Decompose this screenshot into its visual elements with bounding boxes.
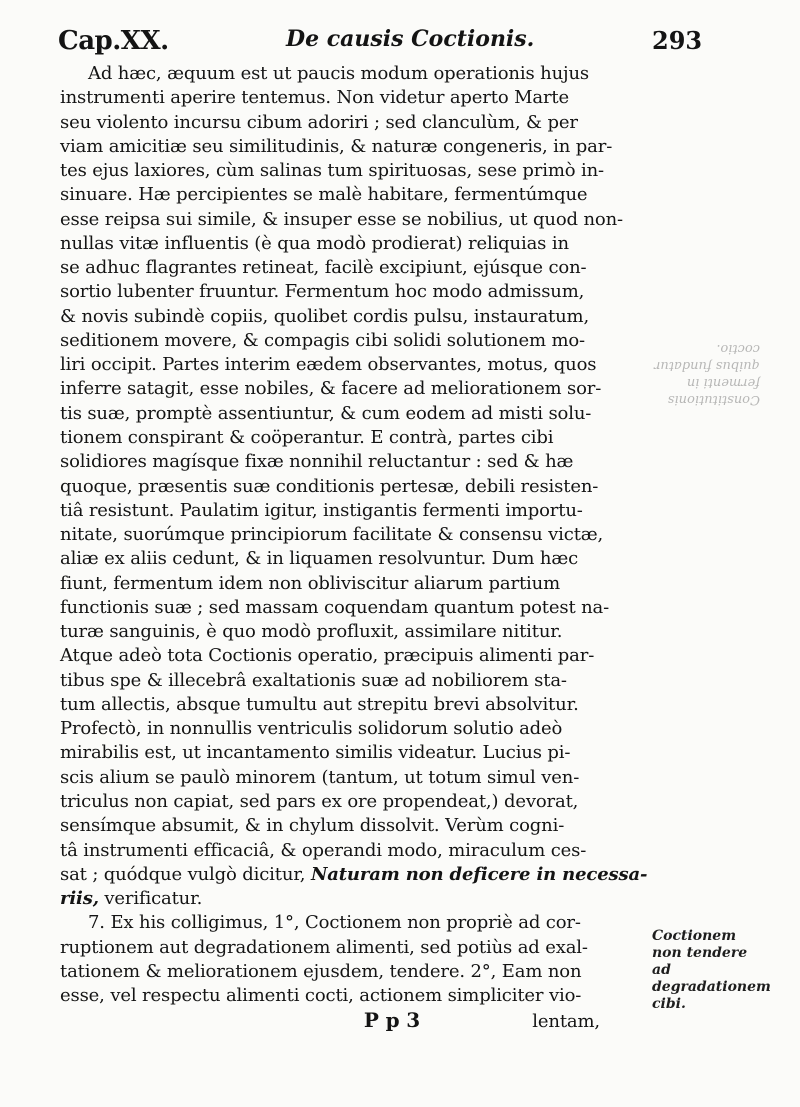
text-line: tâ instrumenti efficaciâ, & operandi modo, miraculum ces-	[60, 839, 587, 861]
text-line: sinuare. Hæ percipientes se malè habitare, fermentúmque	[60, 184, 588, 206]
text-line: nullas vitæ influentis (è qua modò prodierat) reliquias in	[60, 232, 569, 254]
text-line: nitate, suorúmque principiorum facilitate & consensu victæ,	[60, 524, 604, 546]
text-line: tibus spe & illecebrâ exaltationis suæ ad nobiliorem sta-	[60, 669, 567, 691]
text-fragment: sat ; quódque vulgò dicitur,	[60, 863, 311, 885]
text-line	[60, 863, 655, 887]
text-line: seditionem movere, & compagis cibi solidi solutionem mo-	[60, 329, 585, 351]
text-line: liri occipit. Partes interim eædem observantes, motus, quos	[60, 354, 597, 376]
text-line: tis suæ, promptè assentiuntur, & cum eodem ad misti solu-	[60, 402, 592, 424]
italic-phrase-end: riis,	[60, 888, 99, 910]
text-line: solidiores magísque fixæ nonnihil reluctantur : sed & hæ	[60, 451, 574, 473]
margin-note-upper: Constitutionis fermenti in quibus fundatur coctio.	[654, 341, 760, 407]
text-line: tum allectis, absque tumultu aut strepitu brevi absolvitur.	[60, 693, 579, 715]
text-line: esse reipsa sui simile, & insuper esse se nobilius, ut quod non-	[60, 208, 623, 230]
text-line: Profectò, in nonnullis ventriculis solidorum solutio adeò	[60, 718, 563, 740]
text-line: triculus non capiat, sed pars ex ore propendeat,) devorat,	[60, 790, 579, 812]
text-line: se adhuc flagrantes retineat, facilè excipiunt, ejúsque con-	[60, 257, 587, 279]
text-line: turæ sanguinis, è quo modò profluxit, assimilare nititur.	[60, 621, 563, 643]
text-line: & novis subindè copiis, quolibet cordis pulsu, instauratum,	[60, 305, 590, 327]
chapter-label: Cap.XX.	[58, 26, 169, 56]
paragraph-7-line: esse, vel respectu alimenti cocti, actionem simpliciter vio-	[60, 985, 582, 1007]
margin-note-lower: Coctionem non tendere ad degradationem cibi.	[652, 928, 771, 1012]
text-line: fiunt, fermentum idem non obliviscitur aliarum partium	[60, 572, 560, 594]
text-line: sensímque absumit, & in chylum dissolvit. Verùm cogni-	[60, 815, 565, 837]
text-line: inferre satagit, esse nobiles, & facere ad meliorationem sor-	[60, 378, 602, 400]
page-footer	[60, 1008, 655, 1032]
text-line	[60, 887, 655, 911]
text-line: Ad hæc, æquum est ut paucis modum operationis hujus	[88, 63, 589, 84]
paragraph-7-line: tationem & meliorationem ejusdem, tendere. 2°, Eam non	[60, 960, 582, 982]
text-line: sortio lubenter fruuntur. Fermentum hoc modo admissum,	[60, 281, 585, 303]
running-title: De causis Coctionis.	[286, 26, 535, 52]
text-line: viam amicitiæ seu similitudinis, & naturæ congeneris, in par-	[60, 135, 613, 157]
main-text-block	[60, 62, 655, 1033]
running-header	[58, 26, 708, 62]
text-line: functionis suæ ; sed massam coquendam quantum potest na-	[60, 596, 610, 618]
text-line: tiâ resistunt. Paulatim igitur, instigantis fermenti importu-	[60, 499, 583, 521]
text-line: seu violento incursu cibum adoriri ; sed clanculùm, & per	[60, 111, 578, 133]
italic-phrase: Naturam non deficere in necessa-	[310, 863, 648, 885]
paragraph-7-line: ruptionem aut degradationem alimenti, sed potiùs ad exal-	[60, 936, 588, 958]
text-line: scis alium se paulò minorem (tantum, ut totum simul ven-	[60, 766, 580, 788]
text-line: Atque adeò tota Coctionis operatio, præcipuis alimenti par-	[60, 645, 595, 667]
text-line: tionem conspirant & coöperantur. E contrà, partes cibi	[60, 426, 554, 448]
text-line: tes ejus laxiores, cùm salinas tum spirituosas, sese primò in-	[60, 160, 604, 182]
catchword: lentam,	[532, 1011, 600, 1033]
text-fragment: verificatur.	[98, 888, 203, 910]
page-number: 293	[652, 26, 703, 55]
signature-mark: P p 3	[363, 1008, 420, 1033]
text-line: quoque, præsentis suæ conditionis pertesæ, debili resisten-	[60, 475, 599, 497]
paragraph-7-line: 7. Ex his colligimus, 1°, Coctionem non propriè ad cor-	[88, 912, 581, 934]
text-line: instrumenti aperire tentemus. Non videtur aperto Marte	[60, 87, 570, 109]
text-line: mirabilis est, ut incantamento similis videatur. Lucius pi-	[60, 742, 571, 764]
text-line: aliæ ex aliis cedunt, & in liquamen resolvuntur. Dum hæc	[60, 548, 579, 570]
